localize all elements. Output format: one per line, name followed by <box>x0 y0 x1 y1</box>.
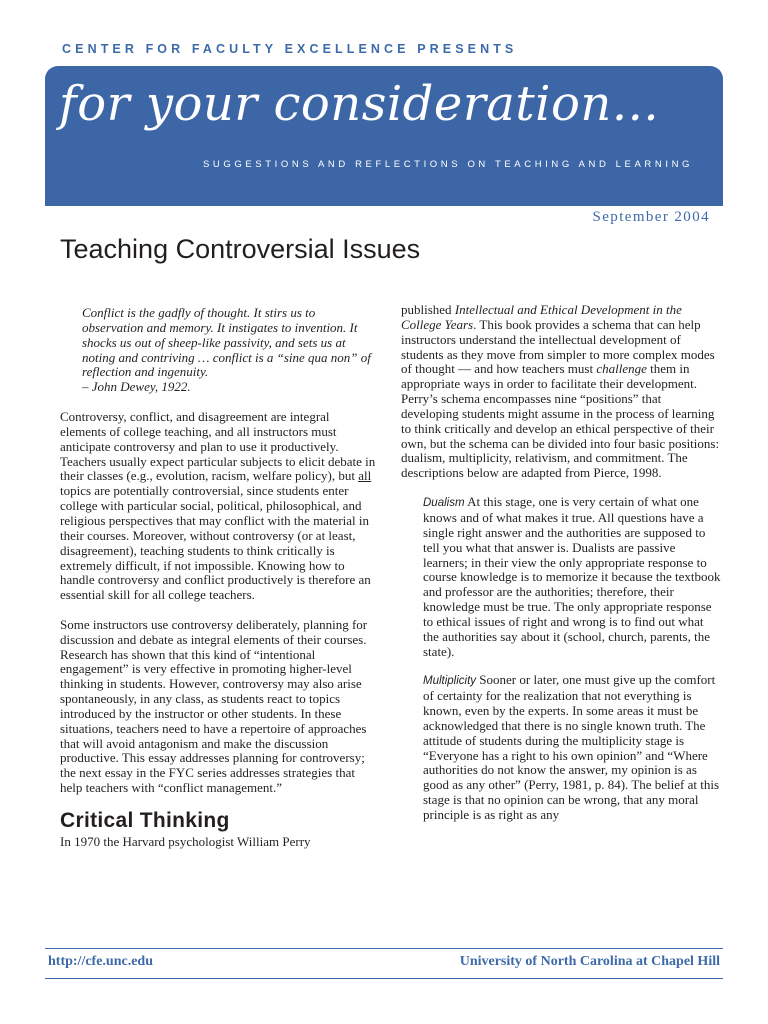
multiplicity-term: Multiplicity <box>423 675 477 688</box>
masthead-title: for your consideration... <box>59 76 660 132</box>
right-paragraph-1-part-a: published <box>401 302 455 317</box>
footer-university: University of North Carolina at Chapel Hill <box>459 954 720 969</box>
multiplicity-text: Sooner or later, one must give up the comfort of certainty for the realization that not everything is known, even by the experts. In some areas it must be acknowledged that there is no single known truth. The attitude of students during the multiplicity stage is “Everyone has a right to his own opinion” and “Where authorities do not know the answer, my opinion is as good as any other” (Perry, 1981, p. 84). The belief at this stage is that no opinion can be wrong, that any moral principle is as right as any <box>423 672 720 822</box>
section-heading-critical-thinking: Critical Thinking <box>60 808 230 832</box>
right-column <box>401 303 721 823</box>
book-title: Intellectual and Ethical Development in the College Years <box>401 302 682 332</box>
footer-url: http://cfe.unc.edu <box>48 954 153 969</box>
right-paragraph-1-part-c: them in appropriate ways in order to facilitate their development. Perry’s schema encompasses nine “positions” that developing students might assume in the process of learning to think critically and develop an ethical perspective of their own, but the schema can be divided into four basic positions: dualism, multiplicity, relativism, and commitment. The descriptions below are adapted from Pierce, 1998. <box>401 361 720 481</box>
challenge-emphasis: challenge <box>596 361 647 377</box>
article-title: Teaching Controversial Issues <box>60 234 421 264</box>
body-paragraph-1-part-b: topics are potentially controversial, since students enter college with particular social, political, philosophical, and religious perspectives that may conflict with the material in their courses. Moreover, without controversy (or at least, disagreement), teaching students to think critically is extremely difficult, if not impossible. Knowing how to handle controversy and conflict productively is therefore an essential skill for all college teachers. <box>60 483 371 603</box>
body-paragraph-1-emphasis: all <box>358 468 372 484</box>
dualism-term: Dualism <box>423 497 465 510</box>
body-paragraph-1 <box>60 410 378 603</box>
dualism-text: At this stage, one is very certain of what one knows and of what makes it true. All questions have a single right answer and the authorities are supposed to tell you what that answer is. Dualists are passive learners; in their view the only appropriate response to course knowledge is to memorize it because the textbook and professor are the authorities; therefore, their knowledge must be true. The only appropriate response to ethical issues of right and wrong is to find out what the authorities say about it (school, church, parents, the state). <box>423 494 721 659</box>
multiplicity-definition <box>423 673 721 822</box>
body-paragraph-2: Some instructors use controversy deliberately, planning for discussion and debate as integral elements of their courses. Research has shown that this kind of “intentional engagement” is very effective in promoting higher-level thinking in students. However, controversy may also arise spontaneously, in any class, as students react to topics introduced by the instructor or other students. In these situations, teachers need to have a repertoire of approaches that will avoid antagonism and make the discussion productive. This essay addresses planning for controversy; the next essay in the FYC series addresses strategies that help teachers with “conflict management.” <box>60 616 368 796</box>
dualism-definition <box>423 495 721 659</box>
epigraph-attribution: – John Dewey, 1922. <box>82 379 191 395</box>
header-kicker: CENTER FOR FACULTY EXCELLENCE PRESENTS <box>62 42 518 56</box>
body-paragraph-3: In 1970 the Harvard psychologist William Perry <box>60 833 311 849</box>
masthead-subtitle: SUGGESTIONS AND REFLECTIONS ON TEACHING AND LEARNING <box>203 159 694 170</box>
epigraph <box>82 306 378 395</box>
body-paragraph-1-part-a: Controversy, conflict, and disagreement are integral elements of college teaching, and all instructors must anticipate controversy and plan to use it productively. Teachers usually expect particular subjects to elicit debate in their classes (e.g., evolution, racism, welfare policy), but <box>60 409 376 484</box>
right-paragraph-1-part-b: . This book provides a schema that can help instructors understand the intellectual development of students as they move from simpler to more complex modes of thought — and how teachers must <box>401 316 715 377</box>
issue-date: September 2004 <box>592 209 710 225</box>
footer-divider-top <box>45 948 723 949</box>
footer-divider-bottom <box>45 978 723 979</box>
right-paragraph-1 <box>401 303 721 481</box>
masthead-banner <box>45 66 723 206</box>
left-column <box>60 306 378 850</box>
epigraph-text: Conflict is the gadfly of thought. It stirs us to observation and memory. It instigates to invention. It shocks us out of sheep-like passivity, and sets us at noting and contriving … conflict is a “sine qua non” of reflection and ingenuity. <box>82 305 371 380</box>
